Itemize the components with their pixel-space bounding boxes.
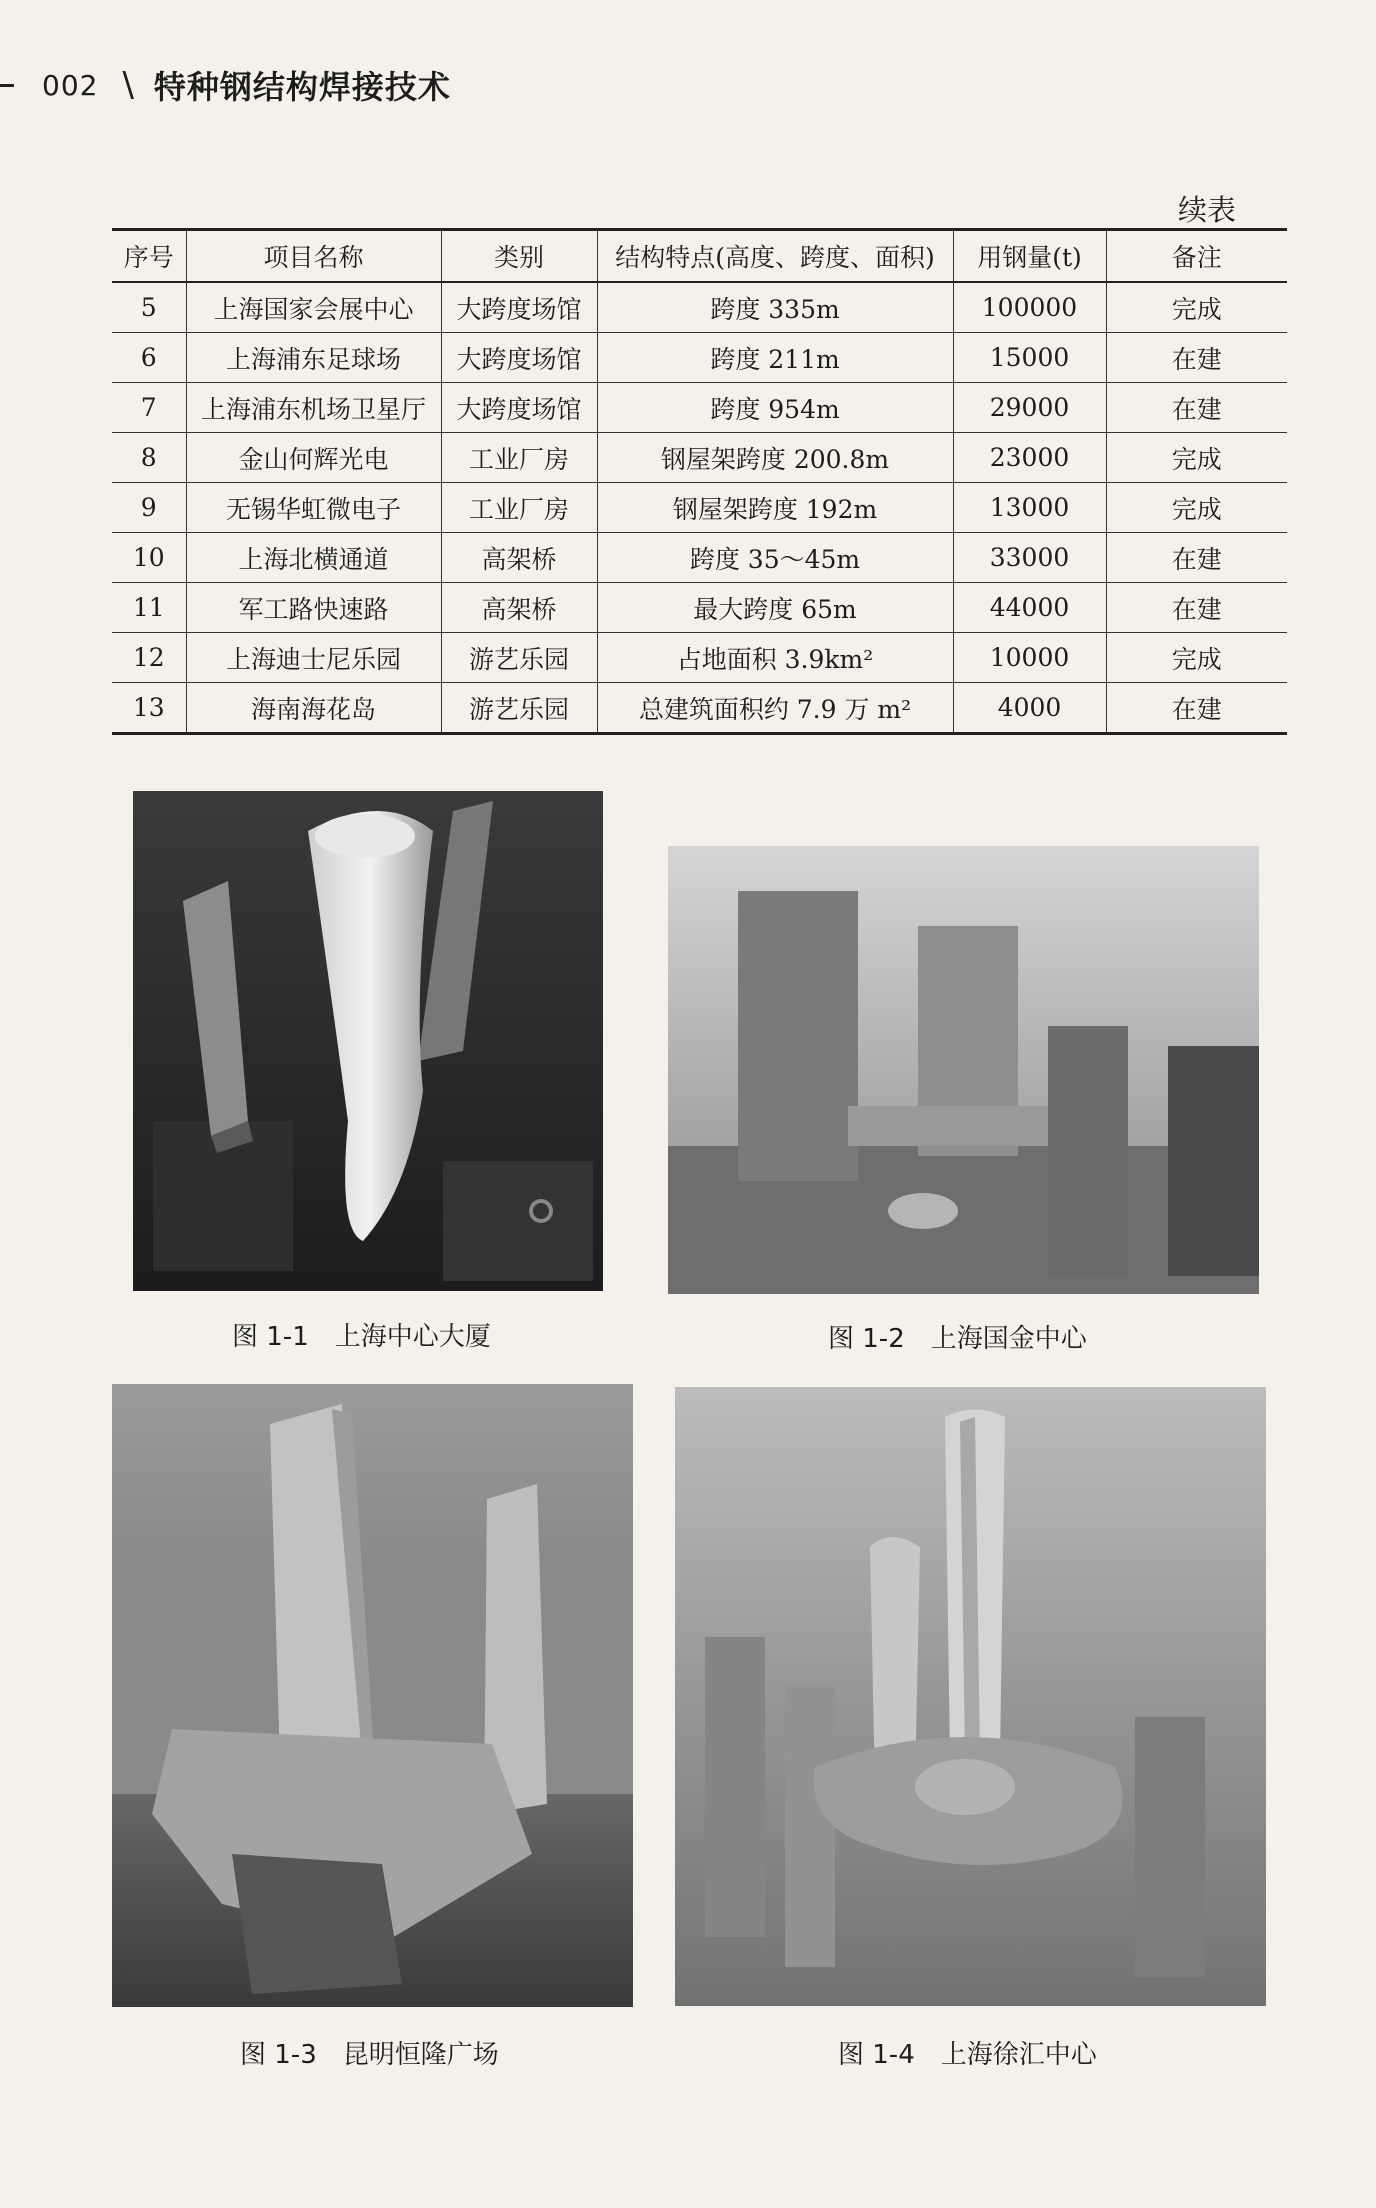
table-continued-label: 续表	[1178, 193, 1237, 227]
table-row	[112, 433, 1287, 483]
cell-features: 跨度 335m	[597, 282, 953, 333]
cell-note: 在建	[1106, 583, 1287, 633]
cell-category: 大跨度场馆	[441, 282, 597, 333]
header-rule	[0, 84, 14, 87]
cell-category: 高架桥	[441, 583, 597, 633]
figure-title: 上海中心大厦	[334, 1322, 491, 1352]
cell-category: 游艺乐园	[441, 683, 597, 734]
cell-category: 高架桥	[441, 533, 597, 583]
cell-index: 10	[112, 533, 186, 583]
cell-note: 在建	[1106, 333, 1287, 383]
col-header-steel: 用钢量(t)	[953, 230, 1106, 283]
cell-features: 钢屋架跨度 192m	[597, 483, 953, 533]
cell-category: 工业厂房	[441, 483, 597, 533]
cell-features: 钢屋架跨度 200.8m	[597, 433, 953, 483]
figure-1-2-photo	[668, 846, 1259, 1294]
cell-project: 海南海花岛	[186, 683, 441, 734]
cell-index: 5	[112, 282, 186, 333]
cell-note: 在建	[1106, 683, 1287, 734]
cell-note: 在建	[1106, 533, 1287, 583]
table-row	[112, 383, 1287, 433]
col-header-project: 项目名称	[186, 230, 441, 283]
figure-1-4-caption	[838, 2034, 1097, 2071]
cell-steel: 44000	[953, 583, 1106, 633]
cell-steel: 23000	[953, 433, 1106, 483]
col-header-index: 序号	[112, 230, 186, 283]
cell-index: 11	[112, 583, 186, 633]
table-row	[112, 282, 1287, 333]
cell-features: 占地面积 3.9km²	[597, 633, 953, 683]
figure-number: 图 1-1	[232, 1322, 309, 1352]
cell-steel: 15000	[953, 333, 1106, 383]
cell-features: 跨度 35～45m	[597, 533, 953, 583]
project-table	[112, 228, 1287, 735]
cell-note: 完成	[1106, 633, 1287, 683]
cell-index: 6	[112, 333, 186, 383]
cell-steel: 13000	[953, 483, 1106, 533]
page-number: 002	[42, 68, 99, 102]
cell-project: 金山何辉光电	[186, 433, 441, 483]
cell-project: 上海国家会展中心	[186, 282, 441, 333]
cell-features: 跨度 211m	[597, 333, 953, 383]
header-separator: \	[122, 65, 134, 105]
table-row	[112, 633, 1287, 683]
book-title: 特种钢结构焊接技术	[153, 68, 451, 106]
figure-number: 图 1-4	[838, 2040, 915, 2070]
cell-features: 总建筑面积约 7.9 万 m²	[597, 683, 953, 734]
figure-1-1-caption	[232, 1316, 491, 1353]
table-row	[112, 533, 1287, 583]
figure-number: 图 1-3	[240, 2040, 317, 2070]
cell-project: 上海浦东足球场	[186, 333, 441, 383]
table-header-row	[112, 230, 1287, 283]
cell-project: 上海迪士尼乐园	[186, 633, 441, 683]
cell-project: 上海北横通道	[186, 533, 441, 583]
cell-steel: 10000	[953, 633, 1106, 683]
figure-1-3-caption	[240, 2034, 499, 2071]
cell-project: 军工路快速路	[186, 583, 441, 633]
table-row	[112, 683, 1287, 734]
col-header-note: 备注	[1106, 230, 1287, 283]
figure-1-1-photo	[133, 791, 603, 1291]
cell-note: 完成	[1106, 483, 1287, 533]
page-header	[0, 60, 451, 110]
cell-index: 9	[112, 483, 186, 533]
cell-note: 完成	[1106, 282, 1287, 333]
table-row	[112, 583, 1287, 633]
figure-1-2-caption	[828, 1318, 1087, 1355]
cell-features: 跨度 954m	[597, 383, 953, 433]
cell-category: 大跨度场馆	[441, 333, 597, 383]
cell-steel: 33000	[953, 533, 1106, 583]
cell-index: 7	[112, 383, 186, 433]
cell-project: 上海浦东机场卫星厅	[186, 383, 441, 433]
cell-note: 在建	[1106, 383, 1287, 433]
cell-category: 游艺乐园	[441, 633, 597, 683]
cell-index: 13	[112, 683, 186, 734]
cell-features: 最大跨度 65m	[597, 583, 953, 633]
table-row	[112, 333, 1287, 383]
figure-1-3-photo	[112, 1384, 633, 2007]
figure-title: 昆明恒隆广场	[342, 2040, 499, 2070]
cell-steel: 4000	[953, 683, 1106, 734]
cell-steel: 100000	[953, 282, 1106, 333]
col-header-features: 结构特点(高度、跨度、面积)	[597, 230, 953, 283]
cell-index: 8	[112, 433, 186, 483]
figure-number: 图 1-2	[828, 1324, 905, 1354]
cell-note: 完成	[1106, 433, 1287, 483]
cell-project: 无锡华虹微电子	[186, 483, 441, 533]
figure-title: 上海徐汇中心	[940, 2040, 1097, 2070]
cell-steel: 29000	[953, 383, 1106, 433]
figure-title: 上海国金中心	[930, 1324, 1087, 1354]
col-header-category: 类别	[441, 230, 597, 283]
cell-category: 大跨度场馆	[441, 383, 597, 433]
table-row	[112, 483, 1287, 533]
figure-1-4-photo	[675, 1387, 1266, 2006]
cell-category: 工业厂房	[441, 433, 597, 483]
cell-index: 12	[112, 633, 186, 683]
